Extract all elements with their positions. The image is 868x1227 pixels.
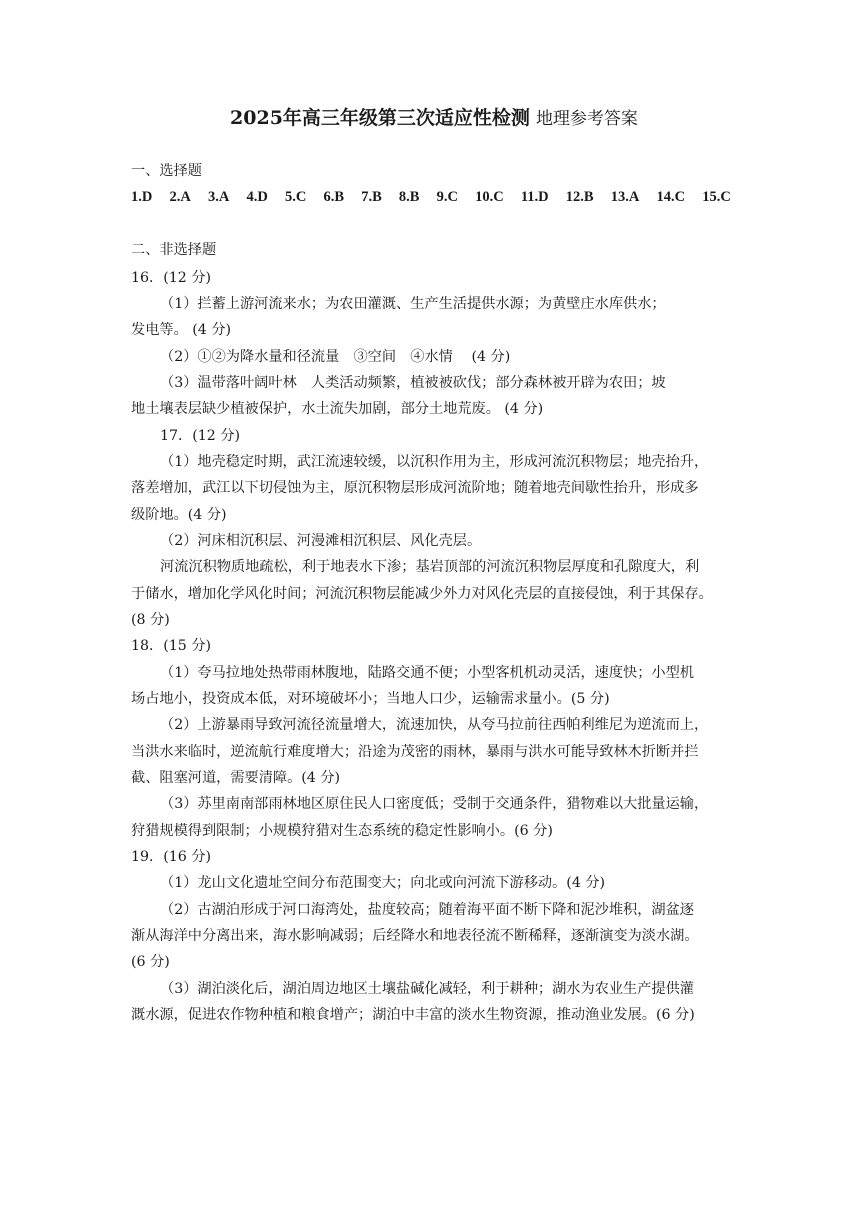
- choice-answer: 11.D: [520, 189, 549, 205]
- answer-line: 狩猎规模得到限制；小规模狩猎对生态系统的稳定性影响小。(6 分): [131, 823, 553, 839]
- question-header: 18．(15 分): [131, 638, 212, 654]
- document-title: [0, 104, 868, 133]
- answer-line: (6 分): [131, 954, 170, 970]
- answer-line: 溉水源，促进农作物种植和粮食增产；湖泊中丰富的淡水生物资源，推动渔业发展。(6 分): [131, 1007, 695, 1023]
- choice-answer: 8.B: [398, 189, 420, 205]
- answer-line: (8 分): [131, 612, 170, 628]
- answer-line: 级阶地。(4 分): [131, 507, 227, 523]
- question-header: 16．(12 分): [131, 270, 212, 286]
- nonchoice-section-heading: 二、非选择题: [131, 242, 217, 258]
- answer-line: （3）温带落叶阔叶林 人类活动频繁，植被被砍伐；部分森林被开辟为农田；坡: [160, 375, 666, 391]
- answer-line: （2）古湖泊形成于河口海湾处，盐度较高；随着海平面不断下降和泥沙堆积，湖盆逐: [160, 902, 694, 918]
- choice-section-heading: 一、选择题: [131, 163, 202, 179]
- choice-answer: 6.B: [323, 189, 345, 205]
- choice-answers-row: [131, 184, 731, 210]
- choice-answer: 2.A: [169, 189, 191, 205]
- answer-line: （1）拦蓄上游河流来水；为农田灌溉、生产生活提供水源；为黄壁庄水库供水；: [160, 296, 666, 312]
- answer-line: 渐从海洋中分离出来，海水影响减弱；后经降水和地表径流不断稀释，逐渐演变为淡水湖。: [131, 928, 699, 944]
- choice-answer: 4.D: [246, 189, 268, 205]
- answer-line: 当洪水来临时，逆流航行难度增大；沿途为茂密的雨林，暴雨与洪水可能导致林木折断并拦: [131, 744, 699, 760]
- answer-line: （3）湖泊淡化后，湖泊周边地区土壤盐碱化减轻，利于耕种；湖水为农业生产提供灌: [160, 981, 694, 997]
- answer-line: 场占地小，投资成本低，对环境破坏小；当地人口少，运输需求量小。(5 分): [131, 691, 610, 707]
- answer-line: （2）上游暴雨导致河流径流量增大，流速加快，从夸马拉前往西帕利维尼为逆流而上，: [160, 717, 709, 733]
- answer-line: 落差增加，武江以下切侵蚀为主，原沉积物层形成河流阶地；随着地壳间歇性抬升，形成多: [131, 480, 699, 496]
- title-sub: 地理参考答案: [535, 109, 638, 129]
- title-main: 2025年高三年级第三次适应性检测: [230, 107, 530, 129]
- choice-answer: 10.C: [475, 189, 504, 205]
- answer-line: （3）苏里南南部雨林地区原住民人口密度低；受制于交通条件，猎物难以大批量运输，: [160, 796, 709, 812]
- choice-answer: 15.C: [702, 189, 731, 205]
- answer-line: （1）龙山文化遗址空间分布范围变大；向北或向河流下游移动。(4 分): [160, 875, 606, 891]
- answer-line: 于储水，增加化学风化时间；河流沉积物层能减少外力对风化壳层的直接侵蚀，利于其保存。: [131, 586, 713, 602]
- choice-answer: 1.D: [131, 189, 153, 205]
- answer-line: （1）夸马拉地处热带雨林腹地，陆路交通不便；小型客机机动灵活，速度快；小型机: [160, 665, 694, 681]
- answer-line: （2）河床相沉积层、河漫滩相沉积层、风化壳层。: [160, 533, 482, 549]
- answer-line: （2）①②为降水量和径流量 ③空间 ④水情 (4 分): [160, 349, 511, 365]
- question-header: 19．(16 分): [131, 849, 212, 865]
- choice-answer: 9.C: [436, 189, 458, 205]
- answer-line: 发电等。 (4 分): [131, 322, 232, 338]
- choice-answer: 5.C: [285, 189, 307, 205]
- choice-answer: 12.B: [565, 189, 594, 205]
- answer-line: 河流沉积物质地疏松，利于地表水下渗；基岩顶部的河流沉积物层厚度和孔隙度大，利: [160, 559, 700, 575]
- answer-line: 截、阻塞河道，需要清障。(4 分): [131, 770, 341, 786]
- choice-answer: 13.A: [610, 189, 640, 205]
- answer-line: （1）地壳稳定时期，武江流速较缓，以沉积作用为主，形成河流沉积物层；地壳抬升，: [160, 454, 709, 470]
- answer-line: 地土壤表层缺少植被保护，水土流失加剧，部分土地荒废。 (4 分): [131, 401, 544, 417]
- choice-answer: 7.B: [361, 189, 382, 205]
- choice-answer: 3.A: [208, 189, 230, 205]
- question-header: 17．(12 分): [160, 428, 241, 444]
- choice-answer: 14.C: [656, 189, 686, 205]
